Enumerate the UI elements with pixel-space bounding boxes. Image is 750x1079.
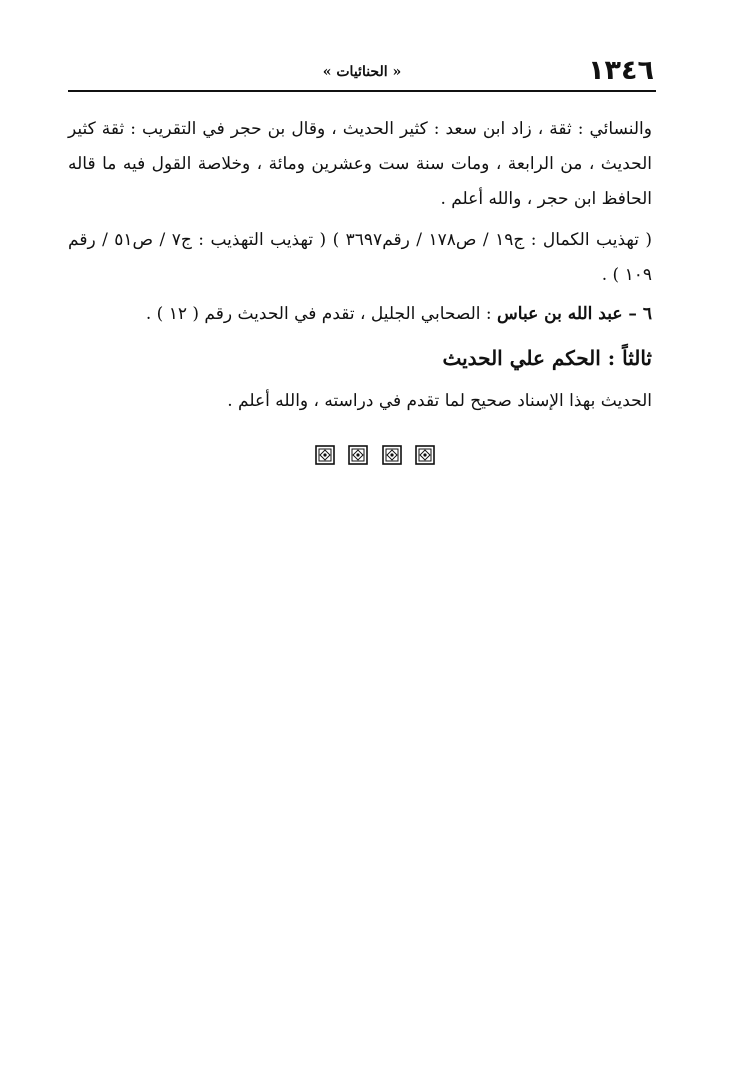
end-ornaments (0, 444, 750, 465)
page-header (68, 52, 656, 92)
narrator-description: : الصحابي الجليل ، تقدم في الحديث رقم ( ١٢ ) . (145, 304, 498, 324)
page-body (68, 112, 652, 419)
geometric-star-ornament-icon (348, 445, 368, 465)
section-heading: ثالثاً : الحكم علي الحديث (442, 346, 652, 370)
header-divider (68, 90, 656, 92)
narrator-grading-paragraph: والنسائي : ثقة ، زاد ابن سعد : كثير الحديث ، وقال بن حجر في التقريب : ثقة كثير الحديث ، من الرابعة ، ومات سنة ست وعشرين ومائة ، وخلاصة القول فيه ما قاله الحافظ ابن حجر ، والله أعلم . (68, 119, 652, 209)
geometric-star-ornament-icon (415, 445, 435, 465)
geometric-star-ornament-icon (315, 445, 335, 465)
page-number: ١٣٤٦ (588, 55, 654, 86)
geometric-star-ornament-icon (382, 445, 402, 465)
references-paragraph: ( تهذيب الكمال : ج١٩ / ص١٧٨ / رقم٣٦٩٧ ) ( تهذيب التهذيب : ج٧ / ص٥١ / رقم ١٠٩ ) . (68, 230, 653, 285)
narrator-number: ٦ – (622, 304, 652, 324)
ruling-paragraph: الحديث بهذا الإسناد صحيح لما تقدم في دراسته ، والله أعلم . (227, 391, 652, 411)
narrator-name: عبد الله بن عباس (497, 304, 623, 324)
running-title: « الحنائيات » (322, 64, 402, 80)
narrator-six-paragraph (68, 297, 652, 332)
